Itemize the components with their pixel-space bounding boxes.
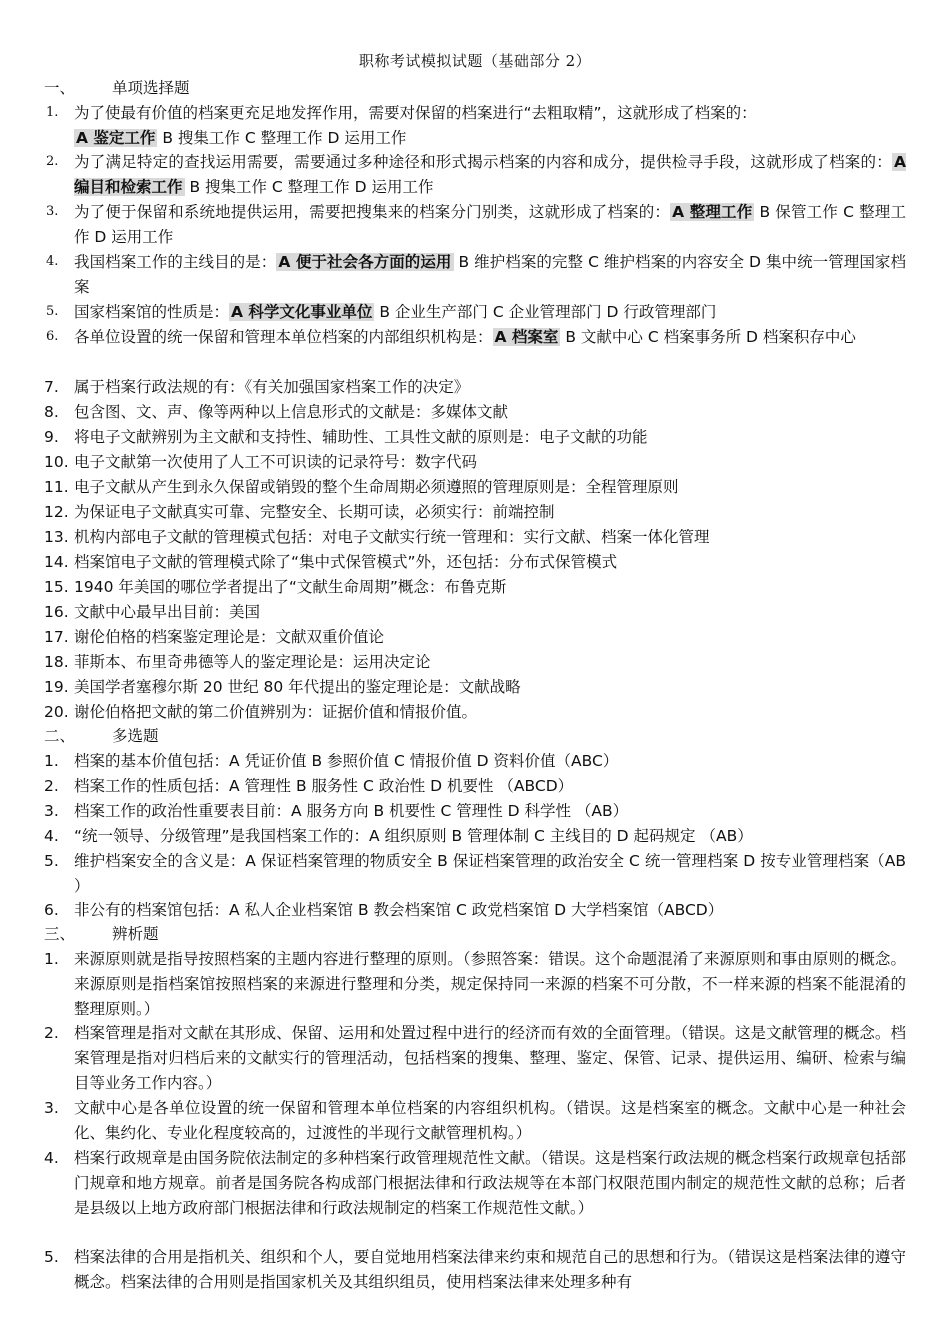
- answer-highlight: A 便于社会各方面的运用: [278, 253, 452, 271]
- question-number: 18.: [44, 653, 69, 671]
- question-number: 4.: [44, 827, 59, 845]
- question-item: [44, 450, 906, 475]
- section-label: 辨析题: [112, 925, 159, 943]
- section-number: 二、: [44, 727, 76, 745]
- question-item: [44, 500, 906, 525]
- question-text: 国家档案馆的性质是： A 科学文化事业单位 B 企业生产部门 C 企业管理部门 D 行政管理部门: [74, 303, 717, 321]
- question-item: [44, 600, 906, 625]
- question-text: 档案馆电子文献的管理模式除了“集中式保管模式”外，还包括：分布式保管模式: [74, 553, 618, 571]
- question-text: “统一领导、分级管理”是我国档案工作的：A 组织原则 B 管理体制 C 主线目的 D 起码规定 （AB）: [74, 827, 753, 845]
- question-text: 电子文献从产生到永久保留或销毁的整个生命周期必须遵照的管理原则是：全程管理原则: [74, 478, 679, 496]
- question-number: 1.: [44, 752, 59, 770]
- question-text: 将电子文献辨别为主文献和支持性、辅助性、工具性文献的原则是：电子文献的功能: [74, 428, 648, 446]
- question-item: [44, 400, 906, 425]
- question-text: 维护档案安全的含义是：A 保证档案管理的物质安全 B 保证档案管理的政治安全 C 统一管理档案 D 按专业管理档案（AB ）: [74, 852, 906, 895]
- question-number: 2.: [46, 154, 59, 169]
- question-item: [44, 325, 906, 350]
- question-text: 为了使最有价值的档案更充足地发挥作用，需要对保留的档案进行“去粗取精”，这就形成了档案的： A 鉴定工作 B 搜集工作 C 整理工作 D 运用工作: [74, 104, 757, 147]
- question-item: [44, 947, 906, 1021]
- question-number: 7.: [44, 378, 59, 396]
- question-text: 档案法律的合用是指机关、组织和个人，要自觉地用档案法律来约束和规范自己的思想和行为。（错误这是档案法律的遵守概念。档案法律的合用则是指国家机关及其组织组员，使用档案法律来处理多种有: [74, 1248, 906, 1291]
- question-item: [44, 375, 906, 400]
- question-text: 非公有的档案馆包括：A 私人企业档案馆 B 教会档案馆 C 政党档案馆 D 大学档案馆（ABCD）: [74, 901, 724, 919]
- question-text: 机构内部电子文献的管理模式包括：对电子文献实行统一管理和：实行文献、档案一体化管理: [74, 528, 710, 546]
- question-item: [44, 675, 906, 700]
- question-text: 我国档案工作的主线目的是： A 便于社会各方面的运用 B 维护档案的完整 C 维护档案的内容安全 D 集中统一管理国家档案: [74, 253, 906, 296]
- question-number: 13.: [44, 528, 69, 546]
- question-number: 12.: [44, 503, 69, 521]
- question-number: 14.: [44, 553, 69, 571]
- question-text: 文献中心最早出目前：美国: [74, 603, 261, 621]
- question-number: 17.: [44, 628, 69, 646]
- question-item: [44, 1245, 906, 1295]
- question-number: 5.: [44, 1248, 59, 1266]
- question-item: [44, 1096, 906, 1146]
- question-text: 各单位设置的统一保留和管理本单位档案的内部组织机构是： A 档案室 B 文献中心 C 档案事务所 D 档案积存中心: [74, 328, 856, 346]
- answer-highlight: A 档案室: [494, 328, 559, 346]
- section-label: 多选题: [112, 727, 159, 745]
- question-number: 11.: [44, 478, 69, 496]
- section-heading-analysis: [44, 922, 159, 946]
- question-text: 美国学者塞穆尔斯 20 世纪 80 年代提出的鉴定理论是：文献战略: [74, 678, 521, 696]
- question-item: [44, 101, 906, 151]
- question-item: [44, 250, 906, 300]
- question-number: 2.: [44, 1024, 59, 1042]
- question-number: 1.: [44, 950, 59, 968]
- question-text: 文献中心是各单位设置的统一保留和管理本单位档案的内容组织机构。（错误。这是档案室的概念。文献中心是一种社会化、集约化、专业化程度较高的，过渡性的半现行文献管理机构。）: [74, 1099, 906, 1142]
- question-number: 3.: [44, 1099, 59, 1117]
- question-text: 1940 年美国的哪位学者提出了“文献生命周期”概念：布鲁克斯: [74, 578, 507, 596]
- answer-highlight: A 编目和检索工作: [74, 153, 906, 196]
- question-text: 电子文献第一次使用了人工不可识读的记录符号：数字代码: [74, 453, 478, 471]
- question-number: 4.: [46, 254, 59, 269]
- question-item: [44, 625, 906, 650]
- question-number: 9.: [44, 428, 59, 446]
- question-item: [44, 1021, 906, 1095]
- question-item: [44, 1146, 906, 1220]
- question-item: [44, 799, 906, 824]
- question-number: 3.: [44, 802, 59, 820]
- answer-highlight: A 鉴定工作: [76, 128, 156, 147]
- question-item: [44, 749, 906, 774]
- question-item: [44, 425, 906, 450]
- question-item: [44, 575, 906, 600]
- question-text: 档案的基本价值包括：A 凭证价值 B 参照价值 C 情报价值 D 资料价值（ABC）: [74, 752, 619, 770]
- document-title: 职称考试模拟试题（基础部分 2）: [358, 52, 592, 70]
- question-item: [44, 300, 906, 325]
- answer-highlight: A 整理工作: [672, 203, 753, 221]
- question-item: [44, 700, 906, 725]
- section-heading-single-choice: [44, 76, 190, 100]
- question-text: 为保证电子文献真实可靠、完整安全、长期可读，必须实行：前端控制: [74, 503, 555, 521]
- question-text: 档案管理是指对文献在其形成、保留、运用和处置过程中进行的经济而有效的全面管理。（错误。这是文献管理的概念。档案管理是指对归档后来的文献实行的管理活动，包括档案的搜集、整理、鉴定、保管、记录、提供运用、编研、检索与编目等业务工作内容。）: [74, 1024, 906, 1092]
- question-number: 6.: [46, 329, 59, 344]
- question-number: 5.: [46, 304, 59, 319]
- question-item: [44, 525, 906, 550]
- question-item: [44, 824, 906, 849]
- question-text: 为了便于保留和系统地提供运用，需要把搜集来的档案分门别类，这就形成了档案的： A 整理工作 B 保管工作 C 整理工作 D 运用工作: [74, 203, 906, 246]
- question-number: 8.: [44, 403, 59, 421]
- question-number: 4.: [44, 1149, 59, 1167]
- question-number: 3.: [46, 204, 59, 219]
- question-text: 档案工作的政治性重要表目前：A 服务方向 B 机要性 C 管理性 D 科学性 （AB）: [74, 802, 629, 820]
- question-number: 6.: [44, 901, 59, 919]
- question-item: [44, 849, 906, 899]
- answer-highlight: A 科学文化事业单位: [231, 303, 373, 321]
- section-label: 单项选择题: [112, 79, 190, 97]
- section-heading-multi-choice: [44, 724, 159, 748]
- section-number: 三、: [44, 925, 76, 943]
- section-number: 一、: [44, 79, 76, 97]
- question-text: 来源原则就是指导按照档案的主题内容进行整理的原则。（参照答案：错误。这个命题混淆了来源原则和事由原则的概念。来源原则是指档案馆按照档案的来源进行整理和分类，规定保持同一来源的档案不可分散，不一样来源的档案不能混淆的整理原则。）: [74, 950, 906, 1018]
- question-number: 2.: [44, 777, 59, 795]
- question-text: 为了满足特定的查找运用需要，需要通过多种途径和形式揭示档案的内容和成分，提供检寻手段，这就形成了档案的： A 编目和检索工作 B 搜集工作 C 整理工作 D 运用工作: [74, 153, 906, 196]
- question-number: 16.: [44, 603, 69, 621]
- question-number: 10.: [44, 453, 69, 471]
- question-number: 19.: [44, 678, 69, 696]
- question-item: [44, 150, 906, 200]
- question-text: 档案工作的性质包括：A 管理性 B 服务性 C 政治性 D 机要性 （ABCD）: [74, 777, 574, 795]
- question-number: 20.: [44, 703, 69, 721]
- question-number: 5.: [44, 852, 59, 870]
- question-item: [44, 774, 906, 799]
- question-text: 包含图、文、声、像等两种以上信息形式的文献是：多媒体文献: [74, 403, 509, 421]
- question-text: 菲斯本、布里奇弗德等人的鉴定理论是：运用决定论: [74, 653, 431, 671]
- question-text: 属于档案行政法规的有：《有关加强国家档案工作的决定》: [74, 378, 470, 396]
- question-item: [44, 650, 906, 675]
- question-item: [44, 550, 906, 575]
- question-item: [44, 898, 906, 923]
- question-text: 谢伦伯格把文献的第二价值辨别为：证据价值和情报价值。: [74, 703, 478, 721]
- question-number: 15.: [44, 578, 69, 596]
- question-item: [44, 475, 906, 500]
- question-item: [44, 200, 906, 250]
- question-number: 1.: [46, 105, 59, 120]
- question-text: 档案行政规章是由国务院依法制定的多种档案行政管理规范性文献。（错误。这是档案行政法规的概念档案行政规章包括部门规章和地方规章。前者是国务院各构成部门根据法律和行政法规等在本部门权限范围内制定的规范性文献的总称；后者是县级以上地方政府部门根据法律和行政法规制定的档案工作规范性文献。）: [74, 1149, 906, 1217]
- question-text: 谢伦伯格的档案鉴定理论是：文献双重价值论: [74, 628, 385, 646]
